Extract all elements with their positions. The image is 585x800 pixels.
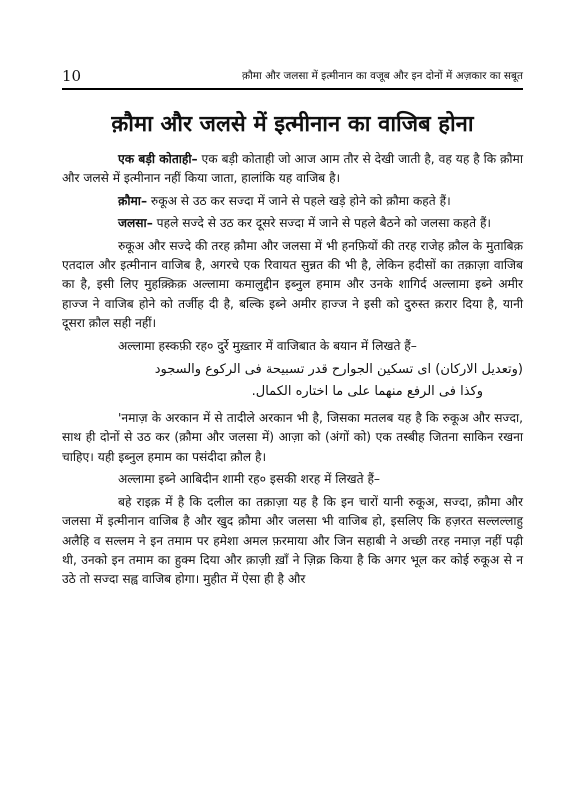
paragraph [62,409,523,467]
arabic-line: وكذا فى الرفع منهما على ما اختاره الكمال. [251,384,483,400]
paragraph [62,214,523,233]
running-title: क़ौमा और जलसा में इत्मीनान का वजूब और इन दोनों में अज़कार का सबूत [242,70,523,82]
paragraph-text: बहे राइक़ में है कि दलील का तक़ाज़ा यह है कि इन चारों यानी रुकूअ, सज्दा, क़ौमा और जलसा में इत्मीनान वाजिब है और खुद क़ौमा और जलसा भी वाजिब हो, इसलिए कि हज़रत सल्लल्लाहु अलैहि व सल्लम ने इन तमाम पर हमेशा अमल फ़रमाया और जिन सहाबी ने अच्छी तरह नमाज़ नहीं पढ़ी थी, उनको इन तमाम का हुक्म दिया और क़ाज़ी ख़ाँ ने ज़िक्र किया है कि अगर भूल कर कोई रुकूअ से न उठे तो सज्दा सह्व वाजिब होगा। मुहीत में ऐसा ही है और [62,494,523,587]
arabic-quote [62,359,523,403]
paragraph-text: एक बड़ी कोताही जो आज आम तौर से देखी जाती है, वह यह है कि क़ौमा और जलसे में इत्मीनान नहीं किया जाता, हालांकि यह वाजिब है। [62,152,523,186]
paragraph-text: अल्लामा हस्कफ़ी रह० दुर्रे मुख़्तार में वाजिबात के बयान में लिखते हैं– [118,338,417,353]
arabic-line: (وتعديل الاركان) اى تسكين الجوارح قدر تسبيحة فى الركوع والسجود [154,362,523,378]
term: क़ौमा– [118,193,148,208]
paragraph-text: रुकूअ से उठ कर सज्दा में जाने से पहले खड़े होने को क़ौमा कहते हैं। [147,193,451,208]
paragraph [62,493,523,590]
paragraph-text: रुकूअ और सज्दे की तरह क़ौमा और जलसा में भी हनफ़ियों की तरह राजेह क़ौल के मुताबिक़ एतदाल और इत्मीनान वाजिब है, अगरचे एक रिवायत सुन्नत की भी है, लेकिन हदीसों का तक़ाज़ा वाजिब का है, इसी लिए मुहक़्क़िक़ अल्लामा कमालुद्दीन इब्नुल हमाम और उनके शागिर्द अल्लामा इब्ने अमीर हाज्ज ने वाजिब होने को तर्जीह दी है, बल्कि इब्ने अमीर हाज्ज ने इसी को दुरुस्त क़रार दिया है, यानी दूसरा क़ौल सही नहीं। [62,238,523,331]
chapter-title: क़ौमा और जलसे में इत्मीनान का वाजिब होना [111,112,474,137]
term: एक बड़ी कोताही– [118,152,198,166]
paragraph [62,470,523,489]
body-text [62,150,523,593]
paragraph [62,150,523,189]
paragraph-text: पहले सज्दे से उठ कर दूसरे सज्दा में जाने से पहले बैठने को जलसा कहते हैं। [152,216,492,231]
page-number: 10 [62,67,82,85]
paragraph [62,337,523,356]
term: जलसा– [118,216,153,231]
paragraph [62,192,523,211]
page-header [62,66,523,90]
paragraph-text: अल्लामा इब्ने आबिदीन शामी रह० इसकी शरह में लिखते हैं– [118,472,381,487]
paragraph-text: 'नमाज़ के अरकान में से तादीले अरकान भी है, जिसका मतलब यह है कि रुकूअ और सज्दा, साथ ही दोनों से उठ कर (क़ौमा और जलसा में) आज़ा को (अंगों को) एक तस्बीह जितना साकिन रखना चाहिए। यही इब्नुल हमाम का पसंदीदा क़ौल है। [62,411,523,464]
paragraph [62,237,523,334]
